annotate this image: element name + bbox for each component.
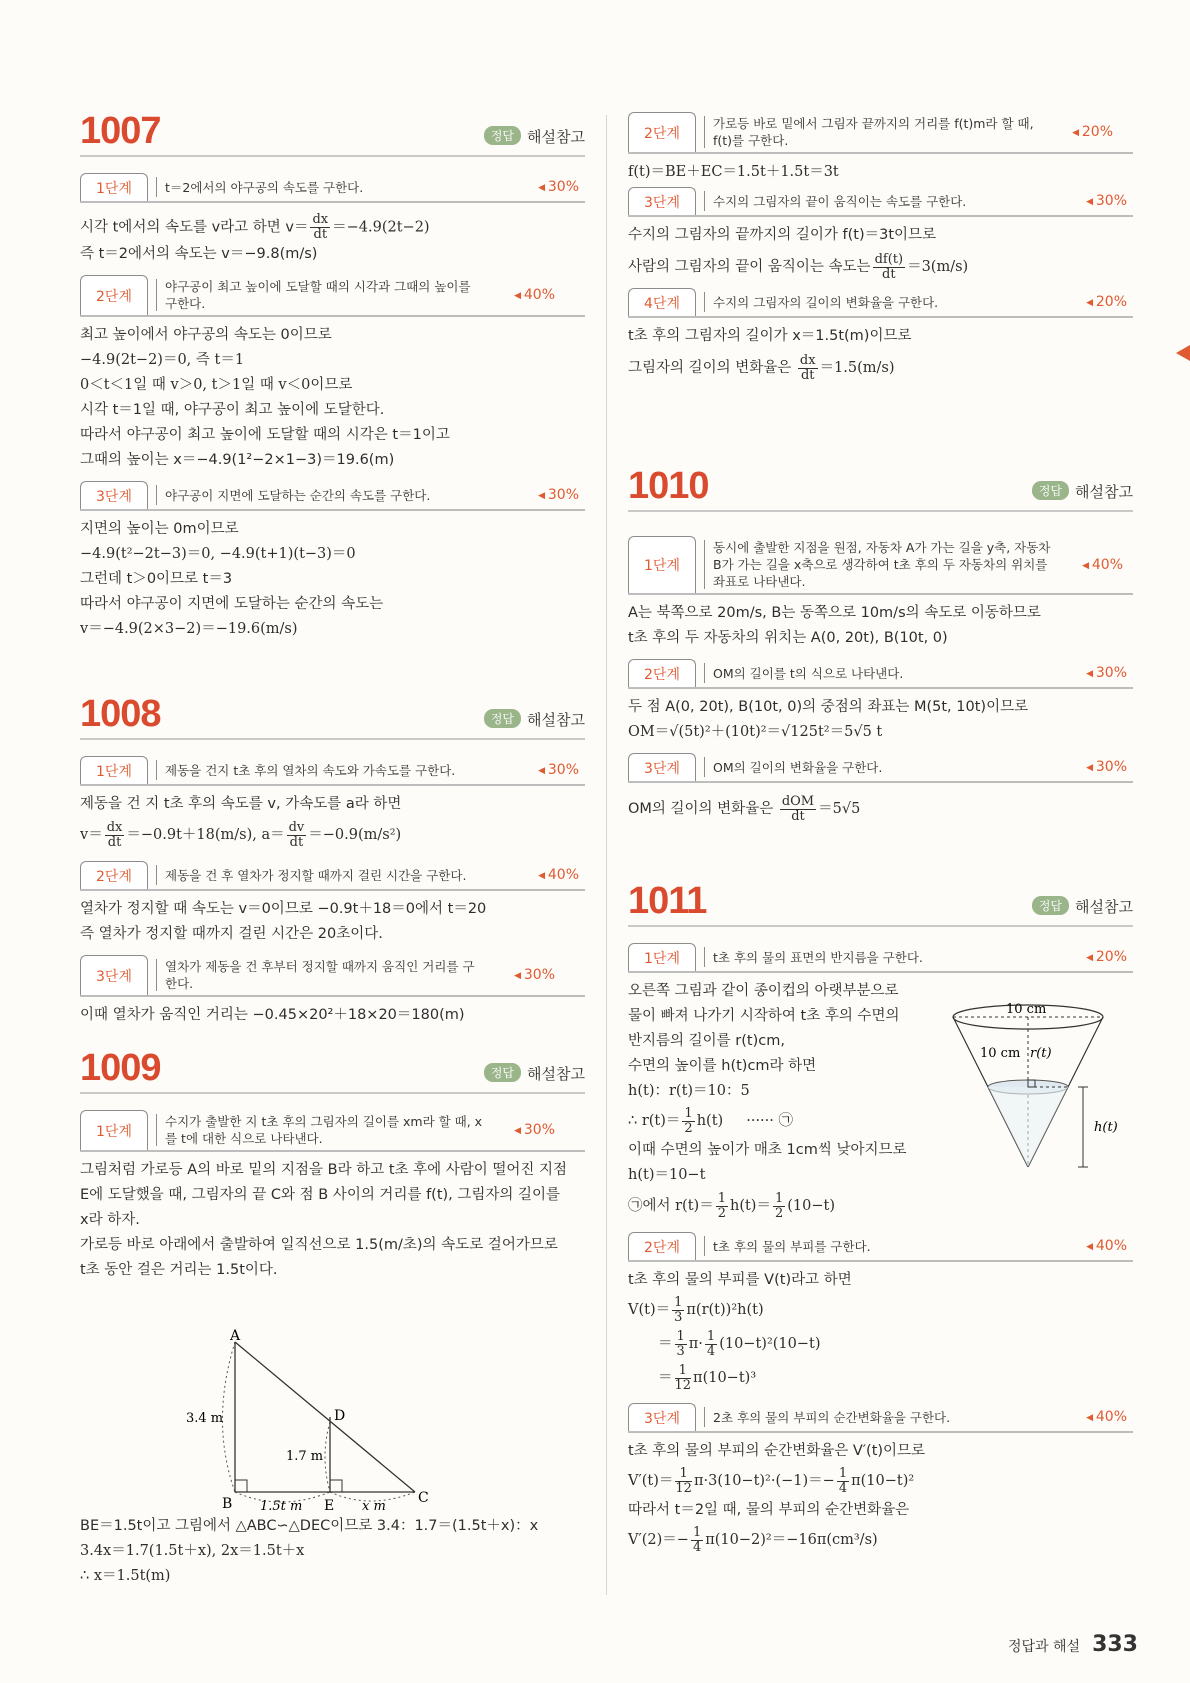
- answer-badge: 정답: [1032, 896, 1069, 915]
- point-d-label: D: [334, 1408, 346, 1424]
- solution-line: ＝ $\frac{1}{3}$ π· $\frac{1}{4}$ (10−t)²(10−t): [658, 1328, 821, 1359]
- answer-tag: 정답 해설참고: [1032, 896, 1133, 917]
- solution-line: 따라서 야구공이 지면에 도달하는 순간의 속도는: [80, 596, 384, 612]
- problem-number: 1008: [80, 693, 161, 735]
- solution-line: OM의 길이의 변화율은 $\frac{\text{dOM}}{dt}$ ＝5√5: [628, 793, 861, 824]
- step-badge: 2단계: [628, 1232, 696, 1260]
- solution-line: 이때 열차가 움직인 거리는 −0.45×20²＋18×20＝180(m): [80, 1007, 465, 1023]
- step-1: [628, 536, 1133, 595]
- height-brace: [223, 1342, 236, 1492]
- solution-line: 지면의 높이는 0m이므로: [80, 521, 239, 537]
- problem-number: 1007: [80, 110, 161, 152]
- problem-number: 1010: [628, 465, 709, 507]
- solution-line: 반지름의 길이를 r(t)cm,: [628, 1033, 785, 1049]
- solution-line: E에 도달했을 때, 그림자의 끝 C와 점 B 사이의 거리를 f(t), 그림자의 길이를: [80, 1187, 561, 1203]
- step-3: [628, 1403, 1133, 1433]
- problem-1008: [80, 688, 585, 1028]
- cone-cup-figure: [948, 995, 1128, 1175]
- step-1: [80, 173, 585, 203]
- step-percent: ◀ 30%: [509, 179, 585, 195]
- step-badge: 1단계: [628, 536, 696, 593]
- solution-line: 따라서 야구공이 최고 높이에 도달할 때의 시각은 t＝1이고: [80, 427, 450, 443]
- solution-line: 즉 열차가 정지할 때까지 걸린 시간은 20초이다.: [80, 926, 383, 942]
- step-text: t초 후의 물의 표면의 반지름을 구한다.: [713, 949, 923, 965]
- solution-line: 즉 t＝2에서의 속도는 v＝−9.8(m/s): [80, 246, 318, 262]
- solution-line: 수면의 높이를 h(t)cm라 하면: [628, 1058, 817, 1074]
- solution-line: 최고 높이에서 야구공의 속도는 0이므로: [80, 327, 332, 343]
- step-badge: 3단계: [628, 187, 696, 215]
- page-footer: [1008, 1632, 1138, 1657]
- footer-title: 정답과 해설: [1007, 1639, 1081, 1655]
- step-1: [80, 1110, 585, 1152]
- step-text: 수지가 출발한 지 t초 후의 그림자의 길이를 xm라 할 때, x를 t에 대한 식으로 나타낸다.: [165, 1114, 483, 1146]
- answer-badge: 정답: [484, 126, 521, 145]
- rim-diameter-label: 10 cm: [1006, 1002, 1047, 1017]
- step-1: [628, 943, 1133, 973]
- problem-1009: [80, 1042, 585, 1584]
- problem-number: 1009: [80, 1047, 161, 1089]
- person-height-label: 1.7 m: [286, 1449, 324, 1464]
- step-3: [628, 753, 1133, 783]
- step-4: [628, 288, 1133, 318]
- solution-line: t초 후의 물의 부피를 V(t)라고 하면: [628, 1272, 852, 1288]
- solution-line: h(t)＝10−t: [628, 1167, 706, 1183]
- step-text: 제동을 건 후 열차가 정지할 때까지 걸린 시간을 구한다.: [165, 867, 467, 883]
- solution-line: 3.4x＝1.7(1.5t＋x), 2x＝1.5t＋x: [80, 1543, 305, 1559]
- solution-line: ＝ $\frac{1}{12}$ π(10−t)³: [658, 1362, 757, 1393]
- solution-line: 두 점 A(0, 20t), B(10t, 0)의 중점의 좌표는 M(5t, 10t)이므로: [628, 699, 1029, 715]
- step-2: [80, 861, 585, 891]
- problem-1009-continued: [628, 112, 1133, 387]
- step-3: [80, 955, 585, 997]
- step-badge: 2단계: [80, 861, 148, 889]
- step-text: 열차가 제동을 건 후부터 정지할 때까지 움직인 거리를 구한다.: [165, 959, 475, 991]
- step-percent: ◀ 30%: [509, 762, 585, 778]
- point-b-label: B: [222, 1496, 233, 1512]
- problem-header: [628, 875, 1133, 927]
- step-percent: ◀ 30%: [1057, 759, 1133, 775]
- person-brace: [325, 1422, 330, 1492]
- solution-line: t초 후의 물의 부피의 순간변화율은 V′(t)이므로: [628, 1443, 926, 1459]
- step-badge: 4단계: [628, 288, 696, 316]
- step-percent: ◀ 40%: [1057, 1238, 1133, 1254]
- step-text: OM의 길이를 t의 식으로 나타낸다.: [713, 665, 904, 681]
- page-number: 333: [1092, 1632, 1138, 1657]
- lamp-height-label: 3.4 m: [186, 1411, 224, 1426]
- step-percent: ◀ 30%: [1057, 665, 1133, 681]
- solution-line: 열차가 정지할 때 속도는 v＝0이므로 −0.9t＋18＝0에서 t＝20: [80, 901, 487, 917]
- solution-line: t초 후의 두 자동차의 위치는 A(0, 20t), B(10t, 0): [628, 630, 948, 646]
- point-e-label: E: [324, 1498, 335, 1514]
- solution-line: −4.9(2t−2)＝0, 즉 t＝1: [80, 352, 245, 368]
- point-a-label: A: [230, 1328, 241, 1344]
- step-2: [628, 659, 1133, 689]
- step-text: t초 후의 물의 부피를 구한다.: [713, 1238, 871, 1254]
- step-badge: 3단계: [80, 481, 148, 509]
- step-text: 수지의 그림자의 끝이 움직이는 속도를 구한다.: [713, 193, 967, 209]
- step-badge: 2단계: [80, 275, 148, 315]
- solution-line: V′(t)＝ $\frac{1}{12}$ π·3(10−t)²·(−1)＝− $\frac{1}{4}$ π(10−t)²: [628, 1465, 915, 1496]
- solution-line: BE＝1.5t이고 그림에서 △ABC∽△DEC이므로 3.4：1.7＝(1.5t＋x)：x: [80, 1518, 539, 1534]
- solution-line: 그때의 높이는 x＝−4.9(1²−2×1−3)＝19.6(m): [80, 452, 395, 468]
- step-2: [628, 1232, 1133, 1262]
- problem-1010: [628, 460, 1133, 829]
- step-3: [628, 187, 1133, 217]
- solution-line: 수지의 그림자의 끝까지의 길이가 f(t)＝3t이므로: [628, 227, 937, 243]
- water-radius-label: r(t): [1030, 1046, 1052, 1061]
- step-percent: ◀ 20%: [1057, 949, 1133, 965]
- water-volume: [988, 1087, 1068, 1167]
- shadow-length-label: x m: [362, 1499, 386, 1514]
- cup-depth-label: 10 cm: [980, 1046, 1021, 1061]
- step-2: [628, 112, 1133, 154]
- solution-line: 물이 빠져 나가기 시작하여 t초 후의 수면의: [628, 1008, 900, 1024]
- shadow-triangle-figure: [186, 1328, 470, 1514]
- step-percent: ◀ 40%: [1057, 1409, 1133, 1425]
- solution-line: 시각 t에서의 속도를 v라고 하면 v＝ $\frac{dx}{dt}$ ＝−4.9(2t−2): [80, 212, 430, 242]
- step-badge: 2단계: [628, 112, 696, 152]
- solution-line: 제동을 건 지 t초 후의 속도를 v, 가속도를 a라 하면: [80, 796, 402, 812]
- answer-tag: 정답 해설참고: [484, 1063, 585, 1084]
- step-percent: ◀ 40%: [509, 867, 585, 883]
- column-divider: [606, 115, 607, 1595]
- answer-tag: 정답 해설참고: [1032, 481, 1133, 502]
- step-percent: ◀ 30%: [509, 487, 585, 503]
- problem-number: 1011: [628, 880, 707, 922]
- solution-line: −4.9(t²−2t−3)＝0, −4.9(t+1)(t−3)＝0: [80, 546, 356, 562]
- solution-line: t초 후의 그림자의 길이가 x＝1.5t(m)이므로: [628, 328, 912, 344]
- step-percent: ◀ 20%: [1043, 124, 1119, 140]
- solution-line: V′(2)＝− $\frac{1}{4}$ π(10−2)²＝−16π(cm³/s): [628, 1524, 878, 1555]
- solution-line: 그런데 t＞0이므로 t＝3: [80, 571, 233, 587]
- step-badge: 1단계: [80, 756, 148, 784]
- problem-1007: [80, 105, 585, 642]
- solution-line: OM＝√(5t)²＋(10t)²＝√125t²＝5√5 t: [628, 724, 883, 740]
- solution-line: 가로등 바로 아래에서 출발하여 일직선으로 1.5(m/초)의 속도로 걸어가므로: [80, 1237, 558, 1253]
- light-ray: [235, 1342, 415, 1492]
- solution-line: 오른쪽 그림과 같이 종이컵의 아랫부분으로: [628, 983, 899, 999]
- solution-line: 따라서 t＝2일 때, 물의 부피의 순간변화율은: [628, 1502, 910, 1518]
- problem-header: [80, 1042, 585, 1094]
- right-angle-b: [235, 1480, 247, 1492]
- solution-line: V(t)＝ $\frac{1}{3}$ π(r(t))²h(t): [628, 1294, 764, 1325]
- step-badge: 3단계: [628, 753, 696, 781]
- step-percent: ◀ 40%: [1053, 557, 1129, 573]
- step-percent: ◀ 40%: [485, 287, 561, 303]
- solution-line: 시각 t＝1일 때, 야구공이 최고 높이에 도달한다.: [80, 402, 385, 418]
- solution-line: v＝−4.9(2×3−2)＝−19.6(m/s): [80, 621, 298, 637]
- step-3: [80, 481, 585, 511]
- right-angle-e: [330, 1480, 342, 1492]
- step-badge: 1단계: [80, 173, 148, 201]
- problem-header: [80, 688, 585, 740]
- solution-line: f(t)＝BE＋EC＝1.5t＋1.5t＝3t: [628, 164, 839, 180]
- point-c-label: C: [418, 1490, 429, 1506]
- answer-badge: 정답: [1032, 481, 1069, 500]
- solution-line: 사람의 그림자의 끝이 움직이는 속도는 $\frac{df(t)}{dt}$ ＝3(m/s): [628, 251, 969, 282]
- solution-line: 0＜t＜1일 때 v＞0, t＞1일 때 v＜0이므로: [80, 377, 353, 393]
- solution-line: v＝ $\frac{dx}{dt}$ ＝−0.9t＋18(m/s), a＝ $\frac{dv}{dt}$ ＝−0.9(m/s²): [80, 819, 402, 850]
- solution-line: x라 하자.: [80, 1212, 140, 1228]
- step-text: 2초 후의 물의 부피의 순간변화율을 구한다.: [713, 1409, 951, 1425]
- answer-tag: 정답 해설참고: [484, 126, 585, 147]
- solution-line: ∴ x＝1.5t(m): [80, 1568, 171, 1584]
- problem-header: [628, 460, 1133, 512]
- step-text: 야구공이 최고 높이에 도달할 때의 시각과 그때의 높이를 구한다.: [165, 279, 471, 311]
- step-percent: ◀ 30%: [1057, 193, 1133, 209]
- step-text: 제동을 건지 t초 후의 열차의 속도와 가속도를 구한다.: [165, 762, 456, 778]
- solution-line: ∴ r(t)＝ $\frac{1}{2}$ h(t) ······ ㉠: [628, 1105, 793, 1136]
- step-badge: 1단계: [628, 943, 696, 971]
- answer-tag: 정답 해설참고: [484, 709, 585, 730]
- solution-line: 그림자의 길이의 변화율은 $\frac{dx}{dt}$ ＝1.5(m/s): [628, 352, 895, 383]
- solution-line: h(t)：r(t)＝10：5: [628, 1083, 750, 1099]
- edge-marker: [1176, 345, 1190, 361]
- step-badge: 3단계: [80, 955, 148, 995]
- water-height-label: h(t): [1094, 1120, 1118, 1135]
- solution-line: ㉠에서 r(t)＝ $\frac{1}{2}$ h(t)＝ $\frac{1}{2}$ (10−t): [628, 1190, 835, 1221]
- step-badge: 2단계: [628, 659, 696, 687]
- step-2: [80, 275, 585, 317]
- step-percent: ◀ 30%: [485, 1122, 561, 1138]
- solution-line: A는 북쪽으로 20m/s, B는 동쪽으로 10m/s의 속도로 이동하므로: [628, 605, 1041, 621]
- step-text: 수지의 그림자의 길이의 변화율을 구한다.: [713, 294, 939, 310]
- step-text: 가로등 바로 밑에서 그림자 끝까지의 거리를 f(t)m라 할 때, f(t)를 구한다.: [713, 116, 1034, 148]
- walked-distance-label: 1.5t m: [260, 1499, 303, 1514]
- answer-badge: 정답: [484, 1063, 521, 1082]
- problem-header: [80, 105, 585, 157]
- step-1: [80, 756, 585, 786]
- step-text: 동시에 출발한 지점을 원점, 자동차 A가 가는 길을 y축, 자동차 B가 가는 길을 x축으로 생각하여 t초 후의 두 자동차의 위치를 좌표로 나타낸다.: [713, 540, 1051, 589]
- step-badge: 3단계: [628, 1403, 696, 1431]
- step-text: OM의 길이의 변화율을 구한다.: [713, 759, 883, 775]
- problem-1011: [628, 875, 1133, 1557]
- solution-line: 그림처럼 가로등 A의 바로 밑의 지점을 B라 하고 t초 후에 사람이 떨어진 지점: [80, 1162, 568, 1178]
- step-text: 야구공이 지면에 도달하는 순간의 속도를 구한다.: [165, 487, 431, 503]
- solution-line: t초 동안 걸은 거리는 1.5t이다.: [80, 1262, 278, 1278]
- step-percent: ◀ 30%: [485, 967, 561, 983]
- answer-badge: 정답: [484, 709, 521, 728]
- solution-line: 이때 수면의 높이가 매초 1cm씩 낮아지므로: [628, 1142, 907, 1158]
- step-text: t＝2에서의 야구공의 속도를 구한다.: [165, 179, 364, 195]
- step-badge: 1단계: [80, 1110, 148, 1150]
- step-percent: ◀ 20%: [1057, 294, 1133, 310]
